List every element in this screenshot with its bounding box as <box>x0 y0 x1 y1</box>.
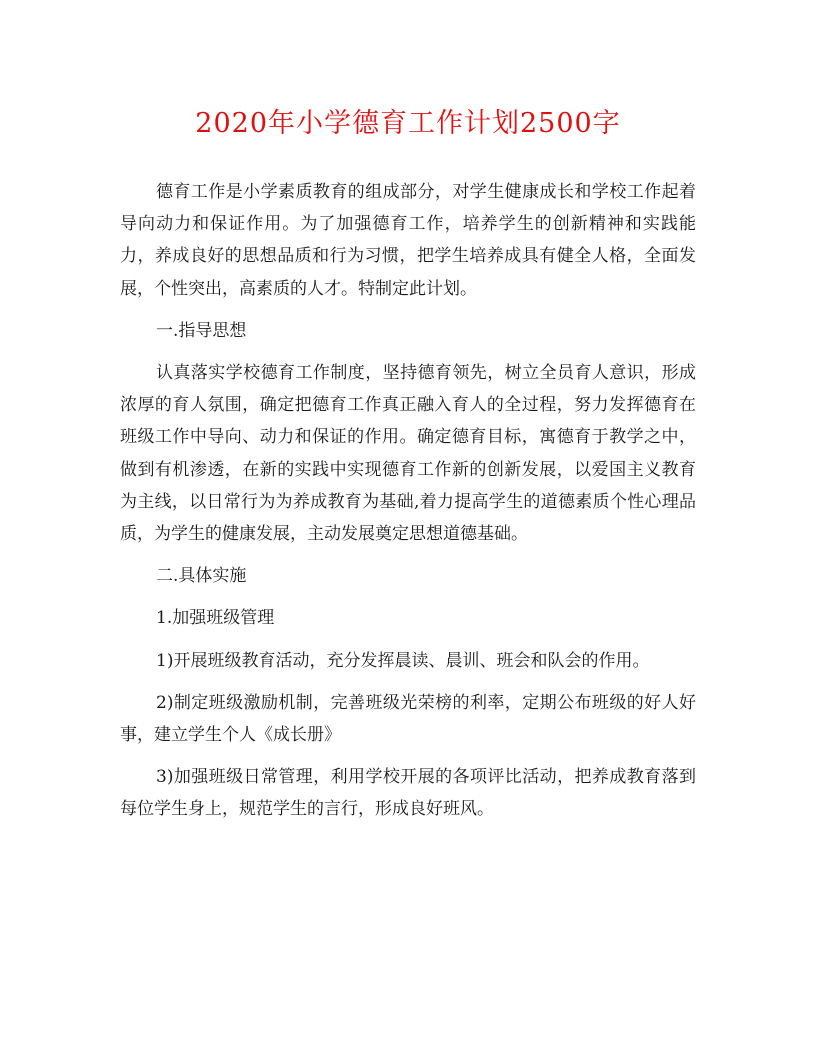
subheading-class-management: 1.加强班级管理 <box>156 608 275 629</box>
list-item-3: 3)加强班级日常管理，利用学校开展的各项评比活动，把养成教育落到每位学生身上，规范学生的言行，形成良好班风。 <box>120 767 696 820</box>
section-heading-guiding-ideology: 一.指导思想 <box>156 320 247 341</box>
list-item-2: 2)制定班级激励机制，完善班级光荣榜的利率，定期公布班级的好人好事，建立学生个人《成长册》 <box>120 692 696 746</box>
document-body <box>120 176 696 836</box>
document-title: 2020年小学德育工作计划2500字 <box>195 108 621 139</box>
guiding-ideology-paragraph: 认真落实学校德育工作制度，坚持德育领先，树立全员育人意识，形成浓厚的育人氛围，确定把德育工作真正融入育人的全过程，努力发挥德育在班级工作中导向、动力和保证的作用。确定德育目标，寓德育于教学之中，做到有机渗透，在新的实践中实现德育工作新的创新发展，以爱国主义教育为主线，以日常行为为养成教育为基础,着力提高学生的道德素质个性心理品质，为学生的健康发展，主动发展奠定思想道德基础。 <box>120 363 696 545</box>
section-heading-implementation: 二.具体实施 <box>156 566 247 587</box>
list-item-1: 1)开展班级教育活动，充分发挥晨读、晨训、班会和队会的作用。 <box>156 650 650 671</box>
intro-paragraph: 德育工作是小学素质教育的组成部分，对学生健康成长和学校工作起着导向动力和保证作用。为了加强德育工作，培养学生的创新精神和实践能力，养成良好的思想品质和行为习惯，把学生培养成具有健全人格，全面发展，个性突出，高素质的人才。特制定此计划。 <box>120 182 696 299</box>
